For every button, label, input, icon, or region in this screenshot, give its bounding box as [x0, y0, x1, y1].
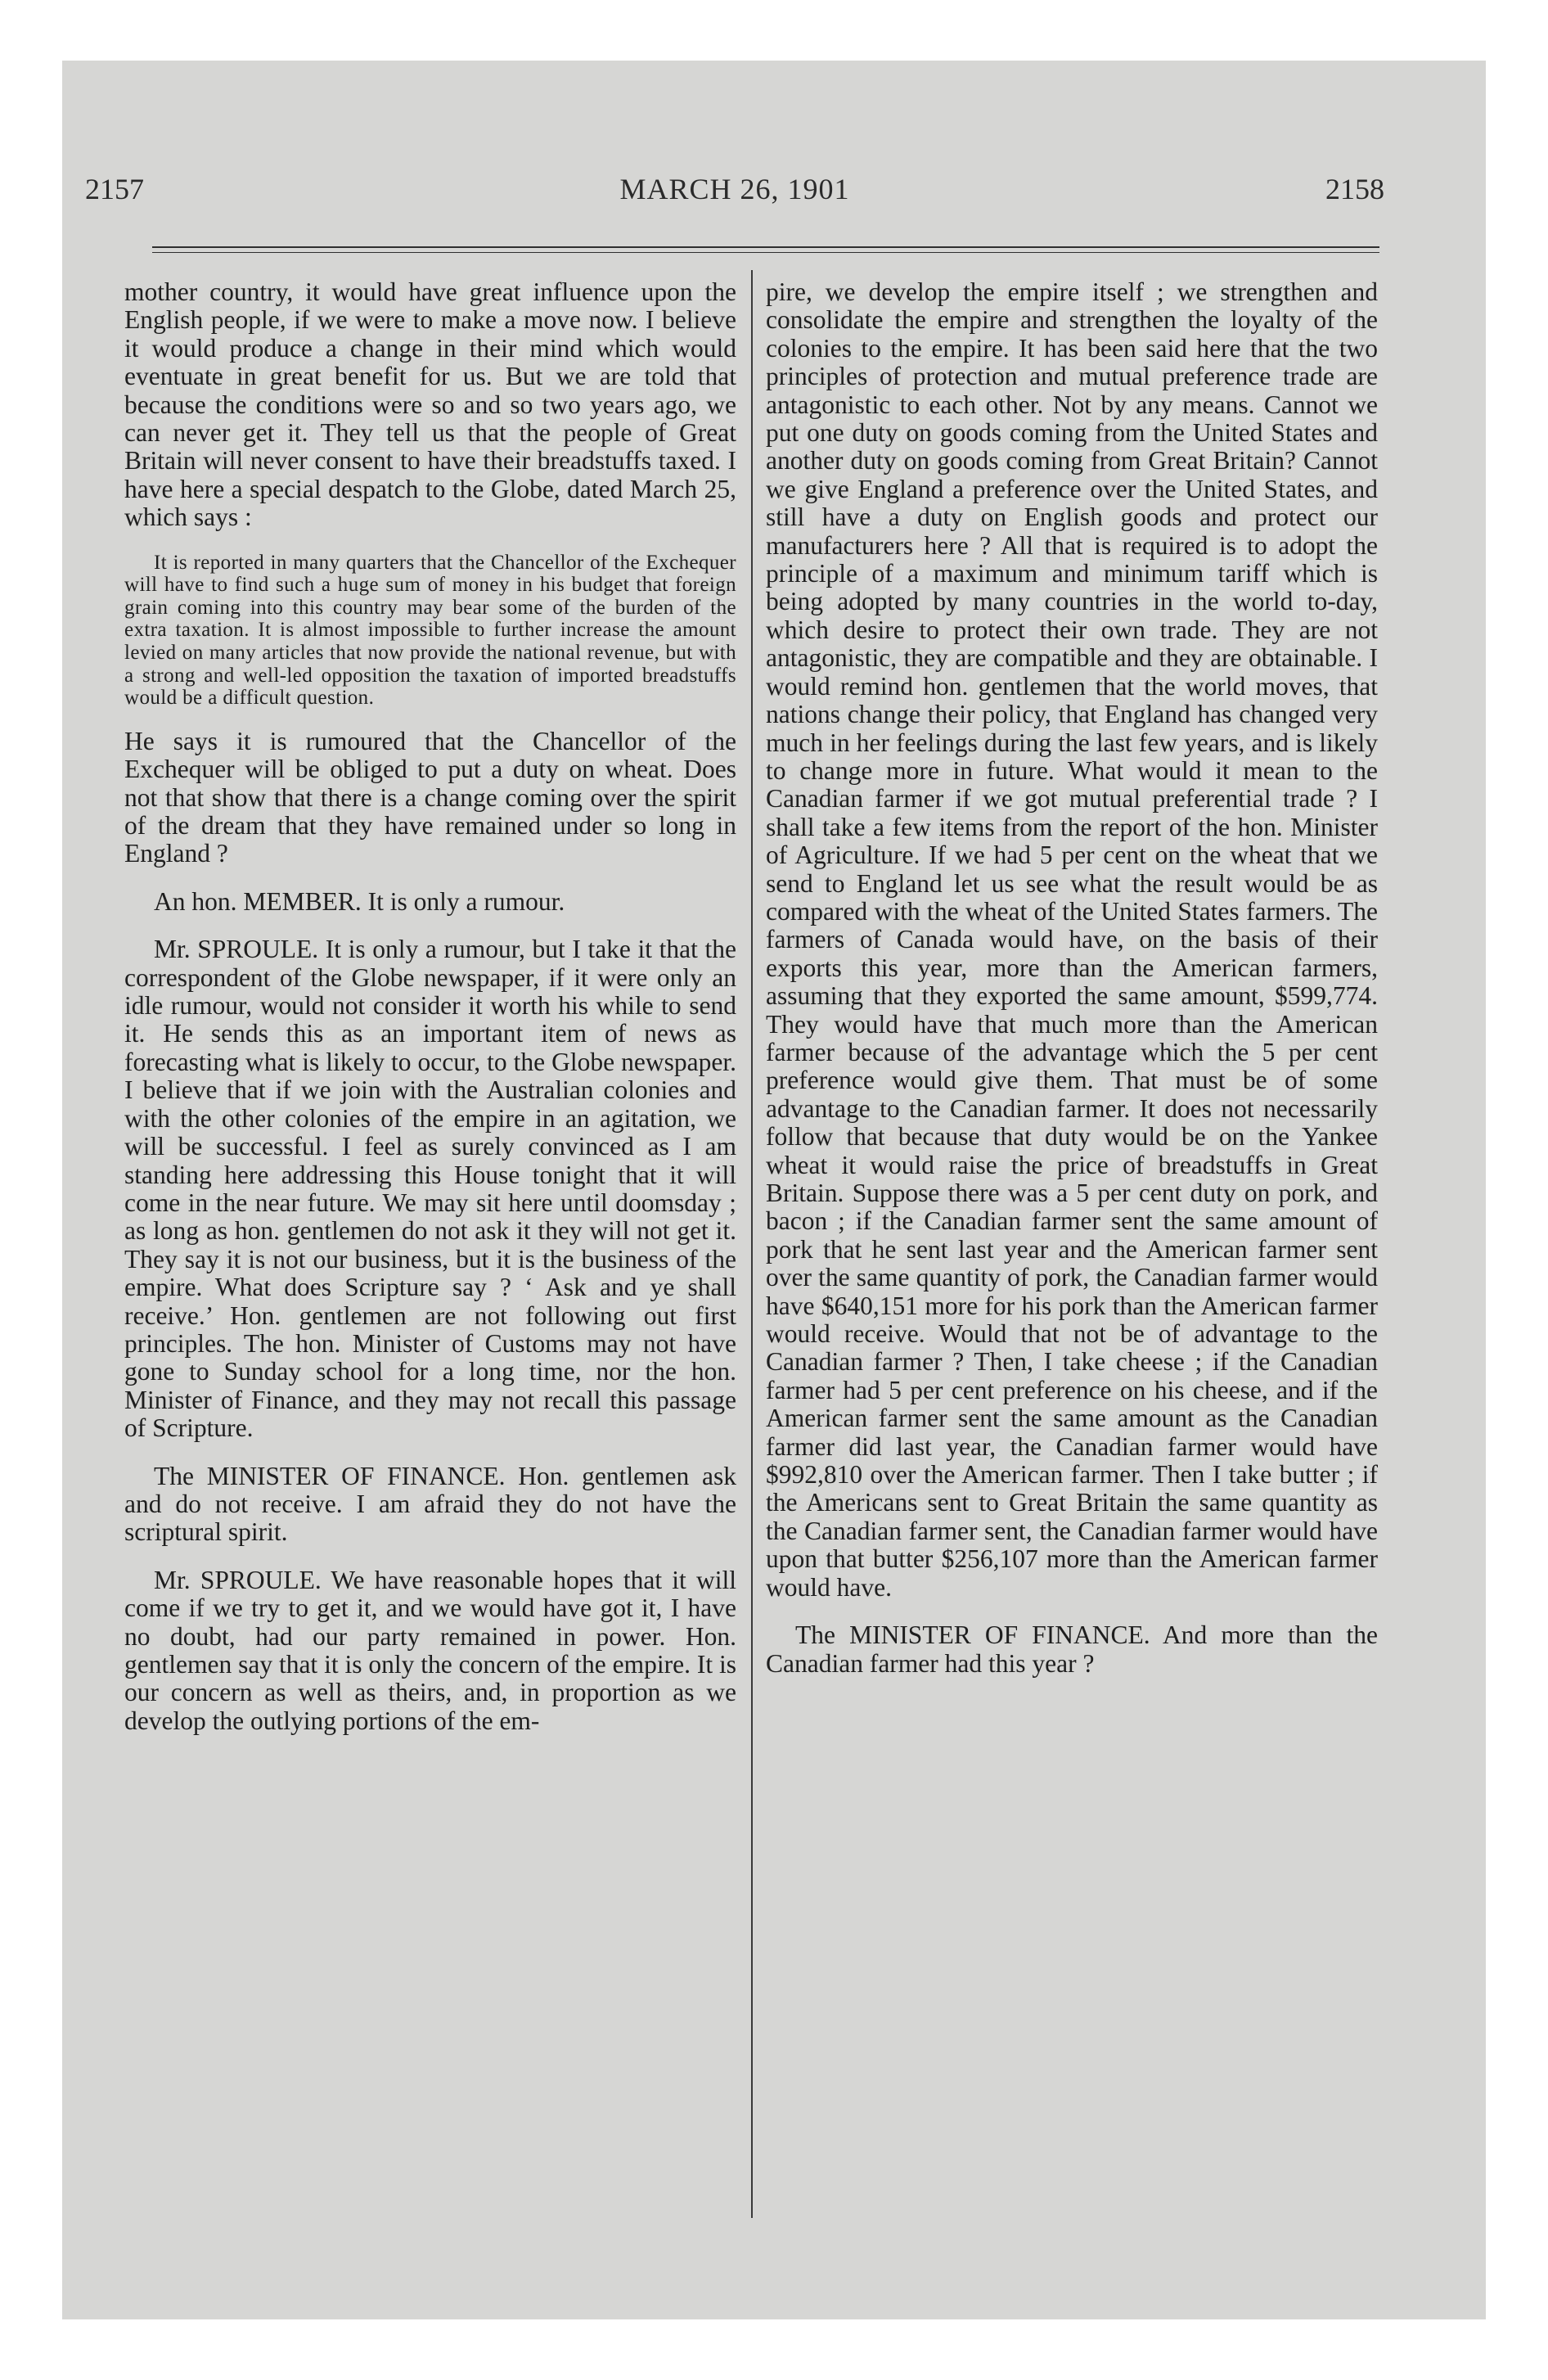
paragraph: An hon. MEMBER. It is only a rumour.: [154, 886, 565, 916]
header-rule: [152, 246, 1379, 253]
paragraph: The MINISTER OF FINANCE. And more than the Canadian farmer had this year ?: [766, 1620, 1378, 1678]
paragraph: pire, we develop the empire itself ; we strengthen and consolidate the empire and strengthen the loyalty of the colonies to the empire. It has been said here that the two principles of protection and mutual preference trade are antagonistic to each other. Not by any means. Cannot we put one duty on goods coming from the United States and another duty on goods coming from Great Britain? Cannot we give England a preference over the United States, and still have a duty on English goods and protect our manufacturers here ? All that is required is to adopt the principle of a maximum and minimum tariff which is being adopted by many countries in the world to-day, which desire to protect their own trade. They are not antagonistic, they are compatible and they are obtainable. I would remind hon. gentlemen that the world moves, that nations change their policy, that England has changed very much in her feelings during the last few years, and is likely to change more in future. What would it mean to the Canadian farmer if we got mutual preferential trade ? I shall take a few items from the report of the hon. Minister of Agriculture. If we had 5 per cent on the wheat that we send to England let us see what the result would be as compared with the wheat of the United States farmers. The farmers of Canada would have, on the basis of their exports this year, more than the American farmers, assuming that they exported the same amount, $599,774. They would have that much more than the American farmer because of the advantage which the 5 per cent preference would give them. That must be of some advantage to the Canadian farmer. It does not necessarily follow that because that duty would be on the Yankee wheat it would raise the price of breadstuffs in Great Britain. Suppose there was a 5 per cent duty on pork, and bacon ; if the Canadian farmer sent the same amount of pork that he sent last year and the American farmer sent over the same quantity of pork, the Canadian farmer would have $640,151 more for his pork than the American farmer would receive. Would that not be of advantage to the Canadian farmer ? Then, I take cheese ; if the Canadian farmer had 5 per cent preference on his cheese, and if the American farmer sent the same amount as the Canadian farmer did last year, the Canadian farmer would have $992,810 over the American farmer. Then I take butter ; if the Americans sent to Great Britain the same quantity as the Canadian farmer sent, the Canadian farmer would have upon that butter $256,107 more than the American farmer would have.: [766, 277, 1378, 1602]
paragraph: He says it is rumoured that the Chancellor of the Exchequer will be obliged to put a duty on wheat. Does not that show that there is a change coming over the spirit of the dream that they have remained under so long in England ?: [124, 726, 736, 868]
paragraph: The MINISTER OF FINANCE. Hon. gentlemen ask and do not receive. I am afraid they do not have the scriptural spirit.: [124, 1461, 736, 1547]
column-divider: [751, 270, 753, 2218]
paragraph: Mr. SPROULE. We have reasonable hopes that it will come if we try to get it, and we would have got it, I have no doubt, had our party remained in power. Hon. gentlemen say that it is only the concern of the empire. It is our concern as well as theirs, and, in proportion as we develop the outlying portions of the em-: [124, 1565, 736, 1735]
page-number-right: 2158: [1325, 173, 1384, 205]
left-column: [124, 278, 736, 1755]
paragraph: Mr. SPROULE. It is only a rumour, but I take it that the correspondent of the Globe newspaper, if it were only an idle rumour, would not consider it worth his while to send it. He sends this as an important item of news as forecasting what is likely to occur, to the Globe newspaper. I believe that if we join with the Australian colonies and with the other colonies of the empire in an agitation, we will be successful. I feel as surely convinced as I am standing here addressing this House tonight that it will come in the near future. We may sit here until doomsday ; as long as hon. gentlemen do not ask it they will not get it. They say it is not our business, but it is the business of the empire. What does Scripture say ? ‘ Ask and ye shall receive.’ Hon. gentlemen are not following out first principles. The hon. Minister of Customs may not have gone to Sunday school for a long time, nor the hon. Minister of Finance, and they may not recall this passage of Scripture.: [124, 935, 736, 1443]
right-column: [766, 278, 1378, 1697]
paragraph: mother country, it would have great influence upon the English people, if we were to make a move now. I believe it would produce a change in their mind which would eventuate in great benefit for us. But we are told that because the conditions were so and so two years ago, we can never get it. They tell us that the people of Great Britain will never consent to have their breadstuffs taxed. I have here a special despatch to the Globe, dated March 25, which says :: [124, 277, 736, 532]
page-number-left: 2157: [85, 173, 144, 205]
page-header: [85, 172, 1384, 221]
page-date: MARCH 26, 1901: [619, 173, 850, 205]
quoted-despatch: It is reported in many quarters that the Chancellor of the Exchequer will have to find such a huge sum of money in his budget that foreign grain coming into this country may bear some of the burden of the extra taxation. It is almost impossible to further increase the amount levied on many articles that now provide the national revenue, but with a strong and well-led opposition the taxation of imported breadstuffs would be a difficult question.: [124, 551, 736, 710]
